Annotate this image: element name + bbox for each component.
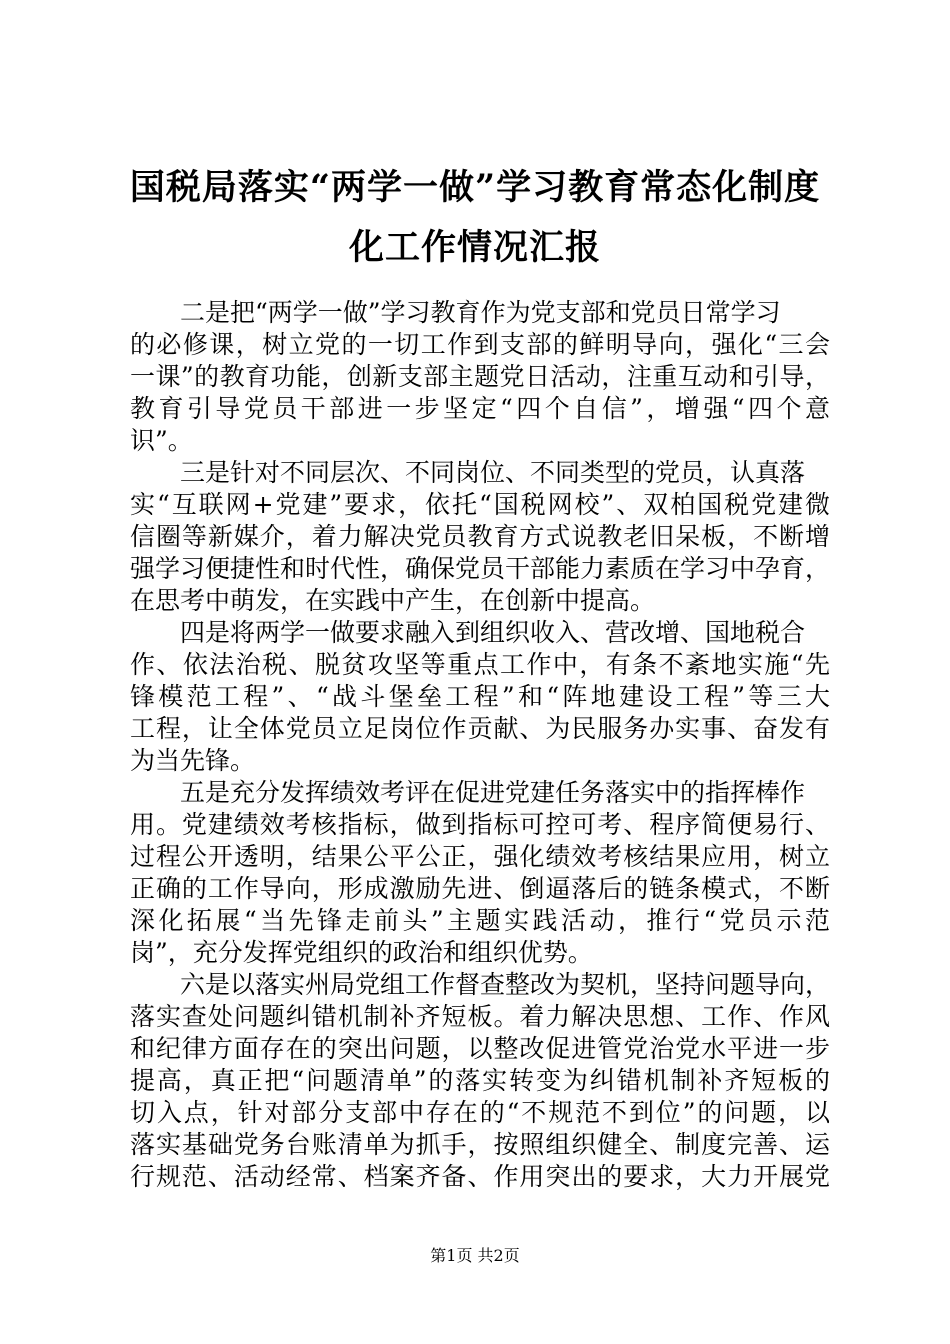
- body-line: 落实查处问题纠错机制补齐短板。着力解决思想、工作、作风: [130, 1002, 830, 1031]
- body-line: 锋模范工程”、“战斗堡垒工程”和“阵地建设工程”等三大: [130, 682, 830, 711]
- body-line: 切入点，针对部分支部中存在的“不规范不到位”的问题，以: [130, 1098, 830, 1127]
- body-line: 二是把“两学一做”学习教育作为党支部和党员日常学习: [180, 298, 781, 327]
- body-line: 三是针对不同层次、不同岗位、不同类型的党员，认真落: [180, 458, 806, 487]
- body-line: 正确的工作导向，形成激励先进、倒逼落后的链条模式，不断: [130, 874, 830, 903]
- body-line: 为当先锋。: [130, 746, 256, 775]
- document-title-line-1: 国税局落实“两学一做”学习教育常态化制度: [129, 167, 821, 208]
- body-line: 工程，让全体党员立足岗位作贡献、为民服务办实事、奋发有: [130, 714, 830, 743]
- body-line: 识”。: [130, 426, 193, 455]
- body-line: 用。党建绩效考核指标，做到指标可控可考、程序简便易行、: [130, 810, 830, 839]
- page-number-footer: 第1页 共2页: [430, 1246, 520, 1265]
- body-line: 提高，真正把“问题清单”的落实转变为纠错机制补齐短板的: [130, 1066, 830, 1095]
- body-line: 过程公开透明，结果公平公正，强化绩效考核结果应用，树立: [130, 842, 830, 871]
- body-line: 和纪律方面存在的突出问题，以整改促进管党治党水平进一步: [130, 1034, 830, 1063]
- document-title-line-2: 化工作情况汇报: [348, 227, 601, 268]
- body-line: 作、依法治税、脱贫攻坚等重点工作中，有条不紊地实施“先: [130, 650, 830, 679]
- body-line: 深化拓展“当先锋走前头”主题实践活动，推行“党员示范: [130, 906, 830, 935]
- body-line: 教育引导党员干部进一步坚定“四个自信”，增强“四个意: [130, 394, 830, 423]
- body-line: 的必修课，树立党的一切工作到支部的鲜明导向，强化“三会: [130, 330, 830, 359]
- body-line: 四是将两学一做要求融入到组织收入、营改增、国地税合: [180, 618, 806, 647]
- body-line: 信圈等新媒介，着力解决党员教育方式说教老旧呆板，不断增: [130, 522, 830, 551]
- body-line: 一课”的教育功能，创新支部主题党日活动，注重互动和引导，: [130, 362, 830, 391]
- body-line: 行规范、活动经常、档案齐备、作用突出的要求，大力开展党: [130, 1162, 830, 1191]
- body-line: 实“互联网+党建”要求，依托“国税网校”、双柏国税党建微: [130, 490, 830, 519]
- body-line: 六是以落实州局党组工作督查整改为契机，坚持问题导向，: [180, 970, 831, 999]
- body-line: 落实基础党务台账清单为抓手，按照组织健全、制度完善、运: [130, 1130, 830, 1159]
- body-line: 五是充分发挥绩效考评在促进党建任务落实中的指挥棒作: [180, 778, 806, 807]
- body-line: 在思考中萌发，在实践中产生，在创新中提高。: [130, 586, 656, 615]
- body-line: 强学习便捷性和时代性，确保党员干部能力素质在学习中孕育，: [130, 554, 831, 583]
- body-line: 岗”，充分发挥党组织的政治和组织优势。: [130, 938, 593, 967]
